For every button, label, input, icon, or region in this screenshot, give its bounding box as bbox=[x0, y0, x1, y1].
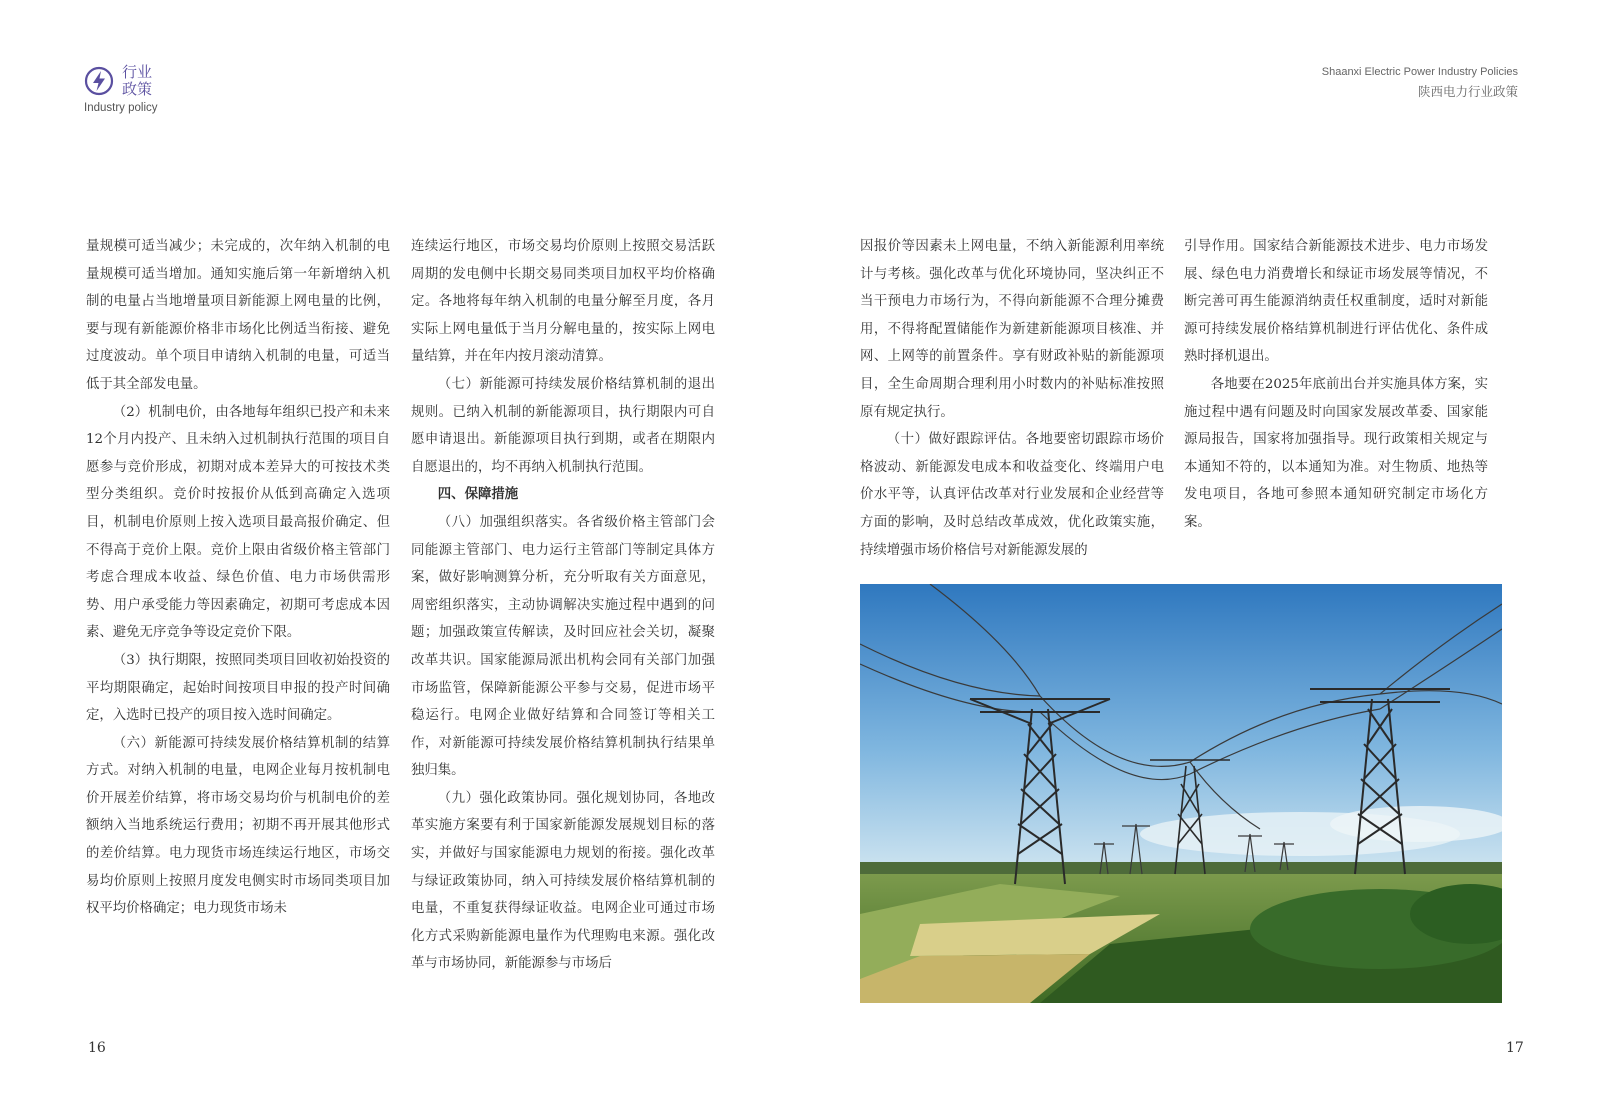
text-column-1 bbox=[86, 233, 390, 923]
paragraph: （六）新能源可持续发展价格结算机制的结算方式。对纳入机制的电量，电网企业每月按机制电价开展差价结算，将市场交易均价与机制电价的差额纳入当地系统运行费用；初期不再开展其他形式的差价结算。电力现货市场连续运行地区，市场交易均价原则上按照月度发电侧实时市场同类项目加权平均价格确定；电力现货市场未 bbox=[86, 735, 390, 917]
transmission-tower-illustration bbox=[860, 584, 1502, 1003]
paragraph: 连续运行地区，市场交易均价原则上按照交易活跃周期的发电侧中长期交易同类项目加权平均价格确定。各地将每年纳入机制的电量分解至月度，各月实际上网电量低于当月分解电量的，按实际上网电量结算，并在年内按月滚动清算。 bbox=[411, 239, 715, 365]
text-column-4 bbox=[1184, 233, 1488, 537]
lightning-bolt-icon bbox=[84, 66, 114, 96]
section-title-cn: 行业 政策 bbox=[122, 63, 153, 98]
paragraph: （十）做好跟踪评估。各地要密切跟踪市场价格波动、新能源发电成本和收益变化、终端用户电价水平等，认真评估改革对行业发展和企业经营等方面的影响，及时总结改革成效，优化政策实施，持续增强市场价格信号对新能源发展的 bbox=[860, 432, 1164, 558]
text-column-3 bbox=[860, 233, 1164, 564]
paragraph: 引导作用。国家结合新能源技术进步、电力市场发展、绿色电力消费增长和绿证市场发展等情况，不断完善可再生能源消纳责任权重制度，适时对新能源可持续发展价格结算机制进行评估优化、条件成熟时择机退出。 bbox=[1184, 239, 1488, 365]
page-number-left: 16 bbox=[88, 1040, 106, 1056]
publication-title-en: Shaanxi Electric Power Industry Policies bbox=[1321, 66, 1518, 78]
paragraph: （七）新能源可持续发展价格结算机制的退出规则。已纳入机制的新能源项目，执行期限内可自愿申请退出。新能源项目执行到期，或者在期限内自愿退出的，均不再纳入机制执行范围。 bbox=[411, 376, 715, 475]
publication-title-cn: 陕西电力行业政策 bbox=[1417, 84, 1518, 99]
paragraph: （2）机制电价，由各地每年组织已投产和未来12个月内投产、且未纳入过机制执行范围的项目自愿参与竞价形成，初期对成本差异大的可按技术类型分类组织。竞价时按报价从低到高确定入选项目，机制电价原则上按入选项目最高报价确定、但不得高于竞价上限。竞价上限由省级价格主管部门考虑合理成本收益、绿色价值、电力市场供需形势、用户承受能力等因素确定，初期可考虑成本因素、避免无序竞争等设定竞价下限。 bbox=[86, 404, 390, 641]
paragraph: 各地要在2025年底前出台并实施具体方案，实施过程中遇有问题及时向国家发展改革委、国家能源局报告，国家将加强指导。现行政策相关规定与本通知不符的，以本通知为准。对生物质、地热等发电项目，各地可参照本通知研究制定市场化方案。 bbox=[1184, 376, 1488, 530]
paragraph: （八）加强组织落实。各省级价格主管部门会同能源主管部门、电力运行主管部门等制定具体方案，做好影响测算分析，充分听取有关方面意见，周密组织落实，主动协调解决实施过程中遇到的问题；加强政策宣传解读，及时回应社会关切，凝聚改革共识。国家能源局派出机构会同有关部门加强市场监管，保障新能源公平参与交易，促进市场平稳运行。电网企业做好结算和合同签订等相关工作，对新能源可持续发展价格结算机制执行结果单独归集。 bbox=[411, 514, 715, 779]
section-logo bbox=[84, 64, 204, 120]
paragraph: （九）强化政策协同。强化规划协同，各地改革实施方案要有利于国家新能源发展规划目标的落实，并做好与国家能源电力规划的衔接。强化改革与绿证政策协同，纳入可持续发展价格结算机制的电量，不重复获得绿证收益。电网企业可通过市场化方式采购新能源电量作为代理购电来源。强化改革与市场协同，新能源参与市场后 bbox=[411, 790, 715, 972]
page-number-right: 17 bbox=[1506, 1040, 1524, 1056]
paragraph: 量规模可适当减少；未完成的，次年纳入机制的电量规模可适当增加。通知实施后第一年新增纳入机制的电量占当地增量项目新能源上网电量的比例，要与现有新能源价格非市场化比例适当衔接、避免过度波动。单个项目申请纳入机制的电量，可适当低于其全部发电量。 bbox=[86, 239, 390, 392]
power-transmission-photo bbox=[860, 584, 1502, 1003]
section-heading: 四、保障措施 bbox=[437, 487, 519, 503]
paragraph: 因报价等因素未上网电量，不纳入新能源利用率统计与考核。强化改革与优化环境协同，坚决纠正不当干预电力市场行为，不得向新能源不合理分摊费用，不得将配置储能作为新建新能源项目核准、并网、上网等的前置条件。享有财政补贴的新能源项目，全生命周期合理利用小时数内的补贴标准按照原有规定执行。 bbox=[860, 239, 1164, 420]
paragraph: （3）执行期限，按照同类项目回收初始投资的平均期限确定，起始时间按项目申报的投产时间确定，入选时已投产的项目按入选时间确定。 bbox=[86, 652, 390, 724]
section-title-en: Industry policy bbox=[84, 102, 158, 114]
running-header bbox=[1322, 66, 1518, 100]
text-column-2 bbox=[411, 233, 715, 978]
